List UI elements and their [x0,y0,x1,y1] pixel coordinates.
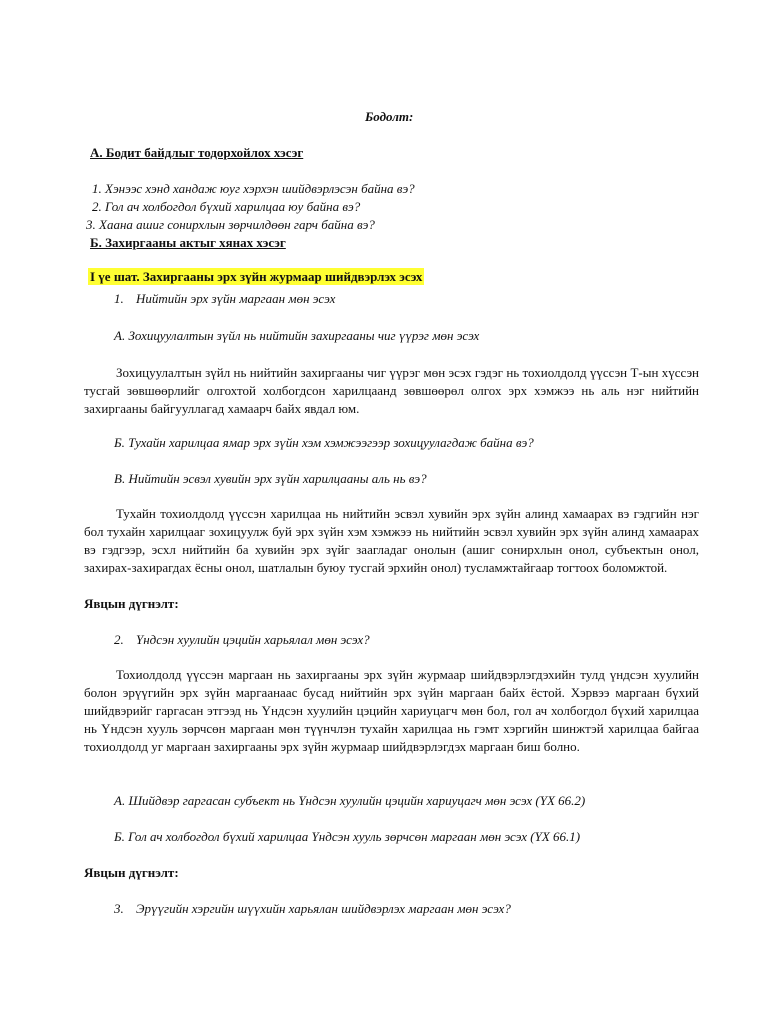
sub-2b-heading: Б. Гол ач холбогдол бүхий харилцаа Үндсэн хууль зөрчсөн маргаан мөн эсэх (ҮХ 66.1) [114,829,581,844]
item-3-text: Эрүүгийн хэргийн шүүхийн харьялан шийдвэрлэх маргаан мөн эсэх? [136,901,511,916]
item-3-number: 3. [114,901,124,916]
question-1: 1. Хэнээс хэнд хандаж юуг хэрхэн шийдвэрлэсэн байна вэ? [92,181,415,196]
item-1-number: 1. [114,291,124,306]
paragraph-2: Тухайн тохиолдолд үүссэн харилцаа нь нийтийн эсвэл хувийн эрх зүйн алинд хамаарах вэ гэдгийн нэг бол тухайн харилцааг зохицуулж буй эрх зүйн хэм хэмжээ нь нийтийн эсвэл хувийн эрх зүйн алинд хамаарах вэ гэдгээр, эсхл нийтийн ба хувийн эрх зүйг заагладаг онолын (ашиг сонирхлын онол, субъектын онол, захирах-захирагдах ёсны онол, шатлалын буюу тусгай эрхийн онол) тусламжтайгаар тогтоох боломжтой. [84,506,699,575]
item-2-text: Үндсэн хуулийн цэцийн харьялал мөн эсэх? [136,632,370,647]
paragraph-1: Зохицуулалтын зүйл нь нийтийн захиргааны чиг үүрэг мөн эсэх гэдэг нь тохиолдолд үүссэн Т-ын хүссэн тусгай зөвшөөрлийг олгохтой холбогдсон харилцаанд зөвшөөрөл олгох эрх хэмжээ нь аль нэг нийтийн захиргааны байгууллагад хамаарч байх явдал юм. [84,365,699,416]
interim-conclusion-2: Явцын дүгнэлт: [84,865,179,880]
sub-c-heading: В. Нийтийн эсвэл хувийн эрх зүйн харилцааны аль нь вэ? [114,471,427,486]
section-b-heading: Б. Захиргааны актыг хянах хэсэг [90,235,286,250]
sub-b-heading: Б. Тухайн харилцаа ямар эрх зүйн хэм хэмжээгээр зохицуулагдаж байна вэ? [114,435,534,450]
item-2-number: 2. [114,632,124,647]
question-3: 3. Хаана ашиг сонирхлын зөрчилдөөн гарч байна вэ? [86,217,375,232]
interim-conclusion-1: Явцын дүгнэлт: [84,596,179,611]
stage-1-heading-text: I үе шат. Захиргааны эрх зүйн журмаар шийдвэрлэх эсэх [90,269,423,284]
item-1-text: Нийтийн эрх зүйн маргаан мөн эсэх [136,291,336,306]
paragraph-3: Тохиолдолд үүссэн маргаан нь захиргааны эрх зүйн журмаар шийдвэрлэгдэхийн тулд үндсэн хуулийн болон эрүүгийн эрх зүйн маргаанаас бусад нийтийн эрх зүйн маргаан байх ёстой. Хэрвээ маргаан бүхий шийдвэрийг гаргасан этгээд нь Үндсэн хуулийн цэцийн хариуцагч мөн бол, гол ач холбогдол бүхий харилцаа нь Үндсэн хууль зөрчсөн маргаан мөн түүнчлэн тухайн харилцаа нь гэмт хэргийн шинжтэй харилцаа байгаа тохиолдолд уг маргаан захиргааны эрх зүйн журмаар шийдвэрлэгдэх маргаан биш болно. [84,667,699,754]
section-a-heading: А. Бодит байдлыг тодорхойлох хэсэг [90,145,304,160]
page-title: Бодолт: [365,109,414,124]
sub-a-heading: А. Зохицуулалтын зүйл нь нийтийн захиргааны чиг үүрэг мөн эсэх [114,328,480,343]
stage-1-heading [88,269,424,285]
question-2: 2. Гол ач холбогдол бүхий харилцаа юу байна вэ? [92,199,361,214]
sub-2a-heading: А. Шийдвэр гаргасан субъект нь Үндсэн хуулийн цэцийн хариуцагч мөн эсэх (ҮХ 66.2) [114,793,586,808]
